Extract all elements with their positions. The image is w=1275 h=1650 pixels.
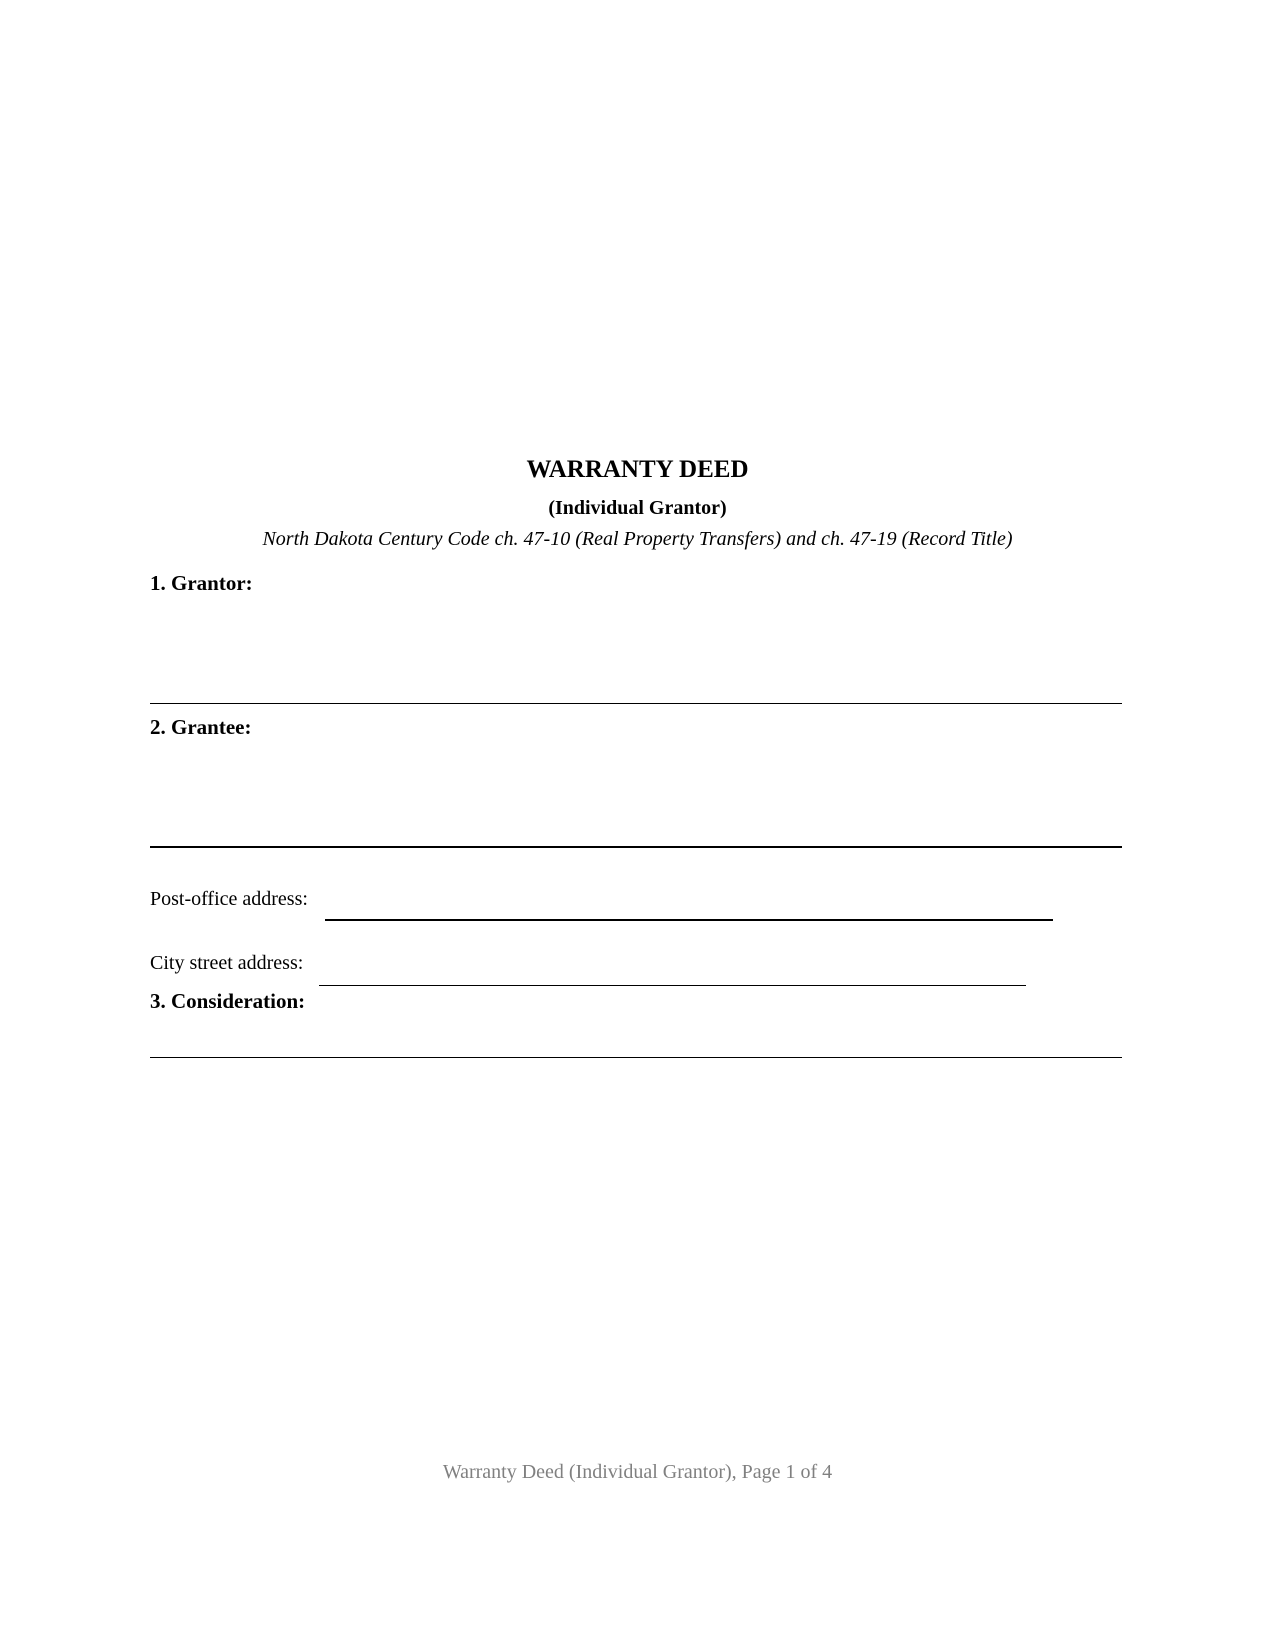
grantee-label: 2. Grantee: <box>150 715 252 739</box>
document-title: WARRANTY DEED <box>526 456 749 483</box>
post-office-address-label: Post-office address: <box>150 888 308 910</box>
city-street-address-line[interactable] <box>319 985 1026 986</box>
consideration-label: 3. Consideration: <box>150 989 306 1013</box>
city-street-address-label: City street address: <box>150 952 304 974</box>
consideration-line[interactable] <box>150 1057 1122 1058</box>
post-office-address-line[interactable] <box>325 919 1053 921</box>
document-subtitle: (Individual Grantor) <box>548 497 727 519</box>
statute-reference: North Dakota Century Code ch. 47-10 (Real Property Transfers) and ch. 47-19 (Record Title) <box>262 528 1013 550</box>
grantor-label: 1. Grantor: <box>150 571 253 595</box>
grantee-line[interactable] <box>150 846 1122 848</box>
page-footer: Warranty Deed (Individual Grantor), Page 1 of 4 <box>442 1461 833 1483</box>
grantor-line[interactable] <box>150 703 1122 704</box>
